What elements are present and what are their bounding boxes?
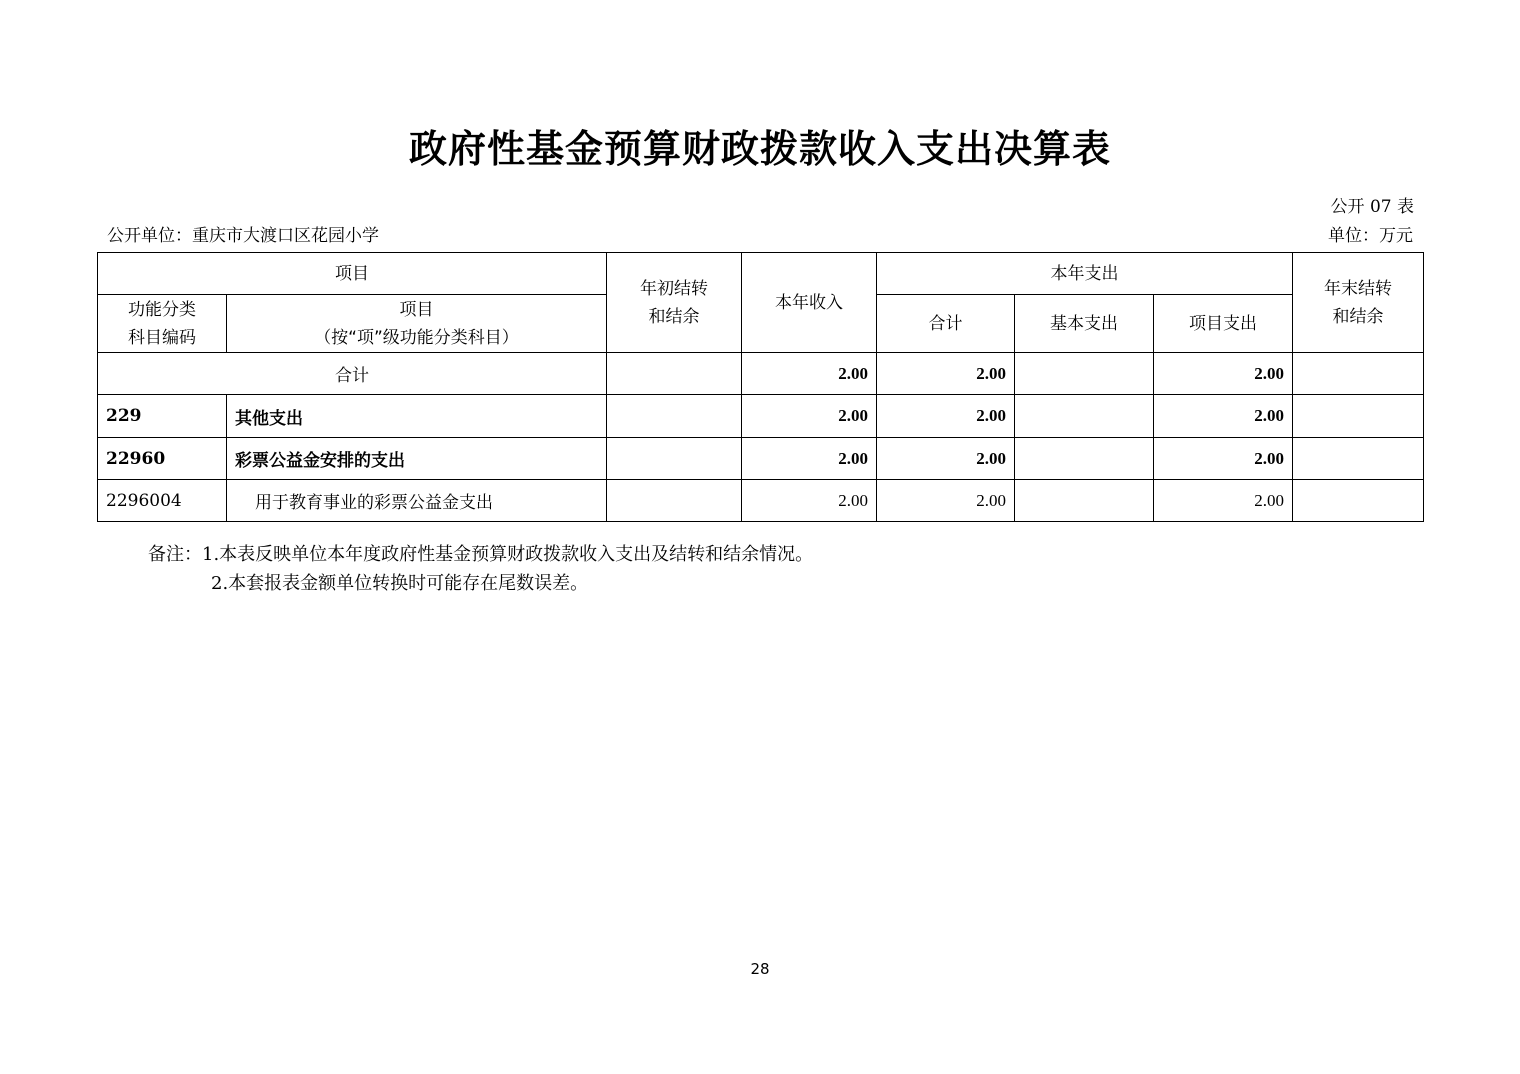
total-label: 合计: [98, 353, 607, 395]
table-row: [98, 480, 1424, 522]
row-project: 2.00: [1154, 395, 1293, 438]
total-expense: 2.00: [877, 353, 1015, 395]
table-row: [98, 438, 1424, 480]
total-row: [98, 353, 1424, 395]
header-expense-total: 合计: [877, 295, 1015, 353]
note-line-2: 2.本套报表金额单位转换时可能存在尾数误差。: [211, 573, 589, 594]
row-basic: [1015, 438, 1154, 480]
header-func-code: 功能分类 科目编码: [98, 295, 227, 353]
header-year-expense: 本年支出: [877, 253, 1293, 295]
row-expense-total: 2.00: [877, 395, 1015, 438]
row-ending: [1293, 438, 1424, 480]
row-expense-total: 2.00: [877, 438, 1015, 480]
form-number: 公开 07 表: [1330, 197, 1414, 217]
notes: [148, 540, 813, 598]
currency-unit: 单位：万元: [1328, 226, 1413, 246]
row-expense-total: 2.00: [877, 480, 1015, 522]
row-income: 2.00: [742, 480, 877, 522]
header-item: 项目: [98, 253, 607, 295]
row-name: 用于教育事业的彩票公益金支出: [227, 480, 607, 522]
row-project: 2.00: [1154, 480, 1293, 522]
row-name: 彩票公益金安排的支出: [227, 438, 607, 480]
row-beginning: [607, 480, 742, 522]
row-income: 2.00: [742, 438, 877, 480]
total-income: 2.00: [742, 353, 877, 395]
row-basic: [1015, 480, 1154, 522]
row-ending: [1293, 395, 1424, 438]
row-name: 其他支出: [227, 395, 607, 438]
row-code: 2296004: [98, 480, 227, 522]
header-project-expense: 项目支出: [1154, 295, 1293, 353]
header-row-1: [98, 253, 1424, 295]
header-ending-balance: 年末结转 和结余: [1293, 253, 1424, 353]
header-basic-expense: 基本支出: [1015, 295, 1154, 353]
total-basic: [1015, 353, 1154, 395]
total-project: 2.00: [1154, 353, 1293, 395]
note-line-1: 备注：1.本表反映单位本年度政府性基金预算财政拨款收入支出及结转和结余情况。: [148, 544, 814, 565]
reporting-unit: 公开单位：重庆市大渡口区花园小学: [107, 226, 379, 246]
row-basic: [1015, 395, 1154, 438]
row-beginning: [607, 438, 742, 480]
row-code: 229: [98, 395, 227, 438]
row-income: 2.00: [742, 395, 877, 438]
row-project: 2.00: [1154, 438, 1293, 480]
total-ending: [1293, 353, 1424, 395]
total-beginning: [607, 353, 742, 395]
table-row: [98, 395, 1424, 438]
unit-row: [107, 221, 1413, 246]
row-beginning: [607, 395, 742, 438]
budget-table: [97, 252, 1424, 522]
header-func-item: 项目 （按“项”级功能分类科目）: [227, 295, 607, 353]
header-beginning-balance: 年初结转 和结余: [607, 253, 742, 353]
page-number: 28: [750, 960, 770, 978]
row-ending: [1293, 480, 1424, 522]
header-year-income: 本年收入: [742, 253, 877, 353]
page-title: 政府性基金预算财政拨款收入支出决算表: [408, 127, 1111, 171]
row-code: 22960: [98, 438, 227, 480]
